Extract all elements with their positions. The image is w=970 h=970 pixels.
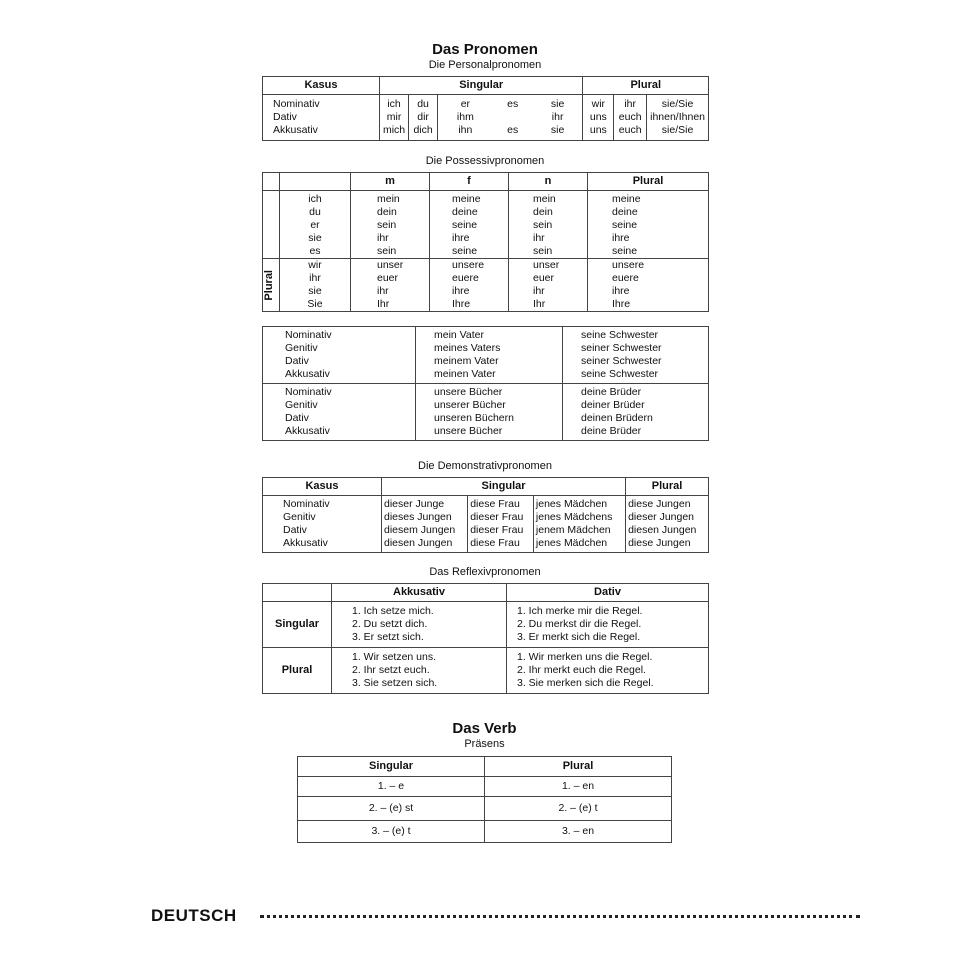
n-singular: mein dein sein ihr sein <box>509 191 588 259</box>
header-akkusativ: Akkusativ <box>332 584 507 602</box>
m-plural: unser euer ihr Ihr <box>351 259 430 312</box>
dat-singular: 1. Ich merke mir die Regel. 2. Du merkst dir die Regel. 3. Er merkt sich die Regel. <box>507 602 709 648</box>
col1-block-2: unsere Bücher unserer Bücher unseren Büchern unsere Bücher <box>416 384 563 441</box>
kasus-column: Nominativ Dativ Akkusativ <box>263 95 380 141</box>
singular-sie: sie ihr sie <box>533 95 583 141</box>
demonstrativ-subtitle: Die Demonstrativpronomen <box>418 460 552 472</box>
header-plural: Plural <box>626 478 709 496</box>
declension-table <box>262 326 709 441</box>
demo-plural: diese Jungen dieser Jungen diesen Jungen diese Jungen <box>626 496 709 553</box>
header-plural: Plural <box>583 77 709 95</box>
verb-sg-1: 1. – e <box>298 777 485 797</box>
col2-block-2: deine Brüder deiner Brüder deinen Brüdern deine Brüder <box>563 384 709 441</box>
page-title: Das Pronomen <box>432 41 538 58</box>
header-kasus: Kasus <box>263 478 382 496</box>
plural-ihr: ihr euch euch <box>614 95 647 141</box>
header-m: m <box>351 173 430 191</box>
personal-subtitle: Die Personalpronomen <box>428 59 542 71</box>
person-plural: wir ihr sie Sie <box>280 259 351 312</box>
header-singular: Singular <box>379 77 583 95</box>
verb-pl-1: 1. – en <box>485 777 672 797</box>
verb-pl-3: 3. – en <box>485 821 672 843</box>
person-singular: ich du er sie es <box>280 191 351 259</box>
demonstrativ-table <box>262 477 709 553</box>
footer-label: DEUTSCH <box>151 906 237 925</box>
plural-singular: meine deine seine ihre seine <box>588 191 709 259</box>
demo-fem: diese Frau dieser Frau dieser Frau diese Frau <box>468 496 534 553</box>
verb-subtitle: Präsens <box>464 738 505 750</box>
plural-plural: unsere euere ihre Ihre <box>588 259 709 312</box>
verb-title: Das Verb <box>452 720 517 737</box>
verb-sg-2: 2. – (e) st <box>298 797 485 821</box>
verb-header-plural: Plural <box>485 757 672 777</box>
m-singular: mein dein sein ihr sein <box>351 191 430 259</box>
akk-plural: 1. Wir setzen uns. 2. Ihr setzt euch. 3. Sie setzen sich. <box>332 648 507 694</box>
f-singular: meine deine seine ihre seine <box>430 191 509 259</box>
verb-table <box>297 756 672 843</box>
header-plural: Plural <box>588 173 709 191</box>
reflexiv-subtitle: Das Reflexivpronomen <box>429 566 541 578</box>
n-plural: unser euer ihr Ihr <box>509 259 588 312</box>
verb-header-singular: Singular <box>298 757 485 777</box>
row-label-plural: Plural <box>263 648 332 694</box>
reflexiv-table <box>262 583 709 694</box>
possessiv-table <box>262 172 709 312</box>
demo-masc: dieser Junge dieses Jungen diesem Jungen diesen Jungen <box>382 496 468 553</box>
cases-block-1: Nominativ Genitiv Dativ Akkusativ <box>263 327 416 384</box>
row-label-singular: Singular <box>263 602 332 648</box>
singular-du: du dir dich <box>409 95 438 141</box>
akk-singular: 1. Ich setze mich. 2. Du setzt dich. 3. Er setzt sich. <box>332 602 507 648</box>
col2-block-1: seine Schwester seiner Schwester seiner Schwester seine Schwester <box>563 327 709 384</box>
dat-plural: 1. Wir merken uns die Regel. 2. Ihr merkt euch die Regel. 3. Sie merken sich die Regel. <box>507 648 709 694</box>
footer-dotted-line <box>260 915 860 918</box>
demo-neut: jenes Mädchen jenes Mädchens jenem Mädchen jenes Mädchen <box>533 496 625 553</box>
possessiv-subtitle: Die Possessivpronomen <box>425 155 545 167</box>
verb-pl-2: 2. – (e) t <box>485 797 672 821</box>
col1-block-1: mein Vater meines Vaters meinem Vater meinen Vater <box>416 327 563 384</box>
header-dativ: Dativ <box>507 584 709 602</box>
verb-sg-3: 3. – (e) t <box>298 821 485 843</box>
singular-es: es es <box>493 95 533 141</box>
demo-kasus: Nominativ Genitiv Dativ Akkusativ <box>263 496 382 553</box>
singular-er: er ihm ihn <box>438 95 493 141</box>
header-singular: Singular <box>382 478 626 496</box>
plural-side-label: Plural <box>263 259 280 312</box>
personal-table <box>262 76 709 141</box>
header-kasus: Kasus <box>263 77 380 95</box>
header-n: n <box>509 173 588 191</box>
plural-sie: sie/Sie ihnen/Ihnen sie/Sie <box>647 95 709 141</box>
f-plural: unsere euere ihre Ihre <box>430 259 509 312</box>
singular-ich: ich mir mich <box>379 95 408 141</box>
cases-block-2: Nominativ Genitiv Dativ Akkusativ <box>263 384 416 441</box>
plural-wir: wir uns uns <box>583 95 614 141</box>
header-f: f <box>430 173 509 191</box>
